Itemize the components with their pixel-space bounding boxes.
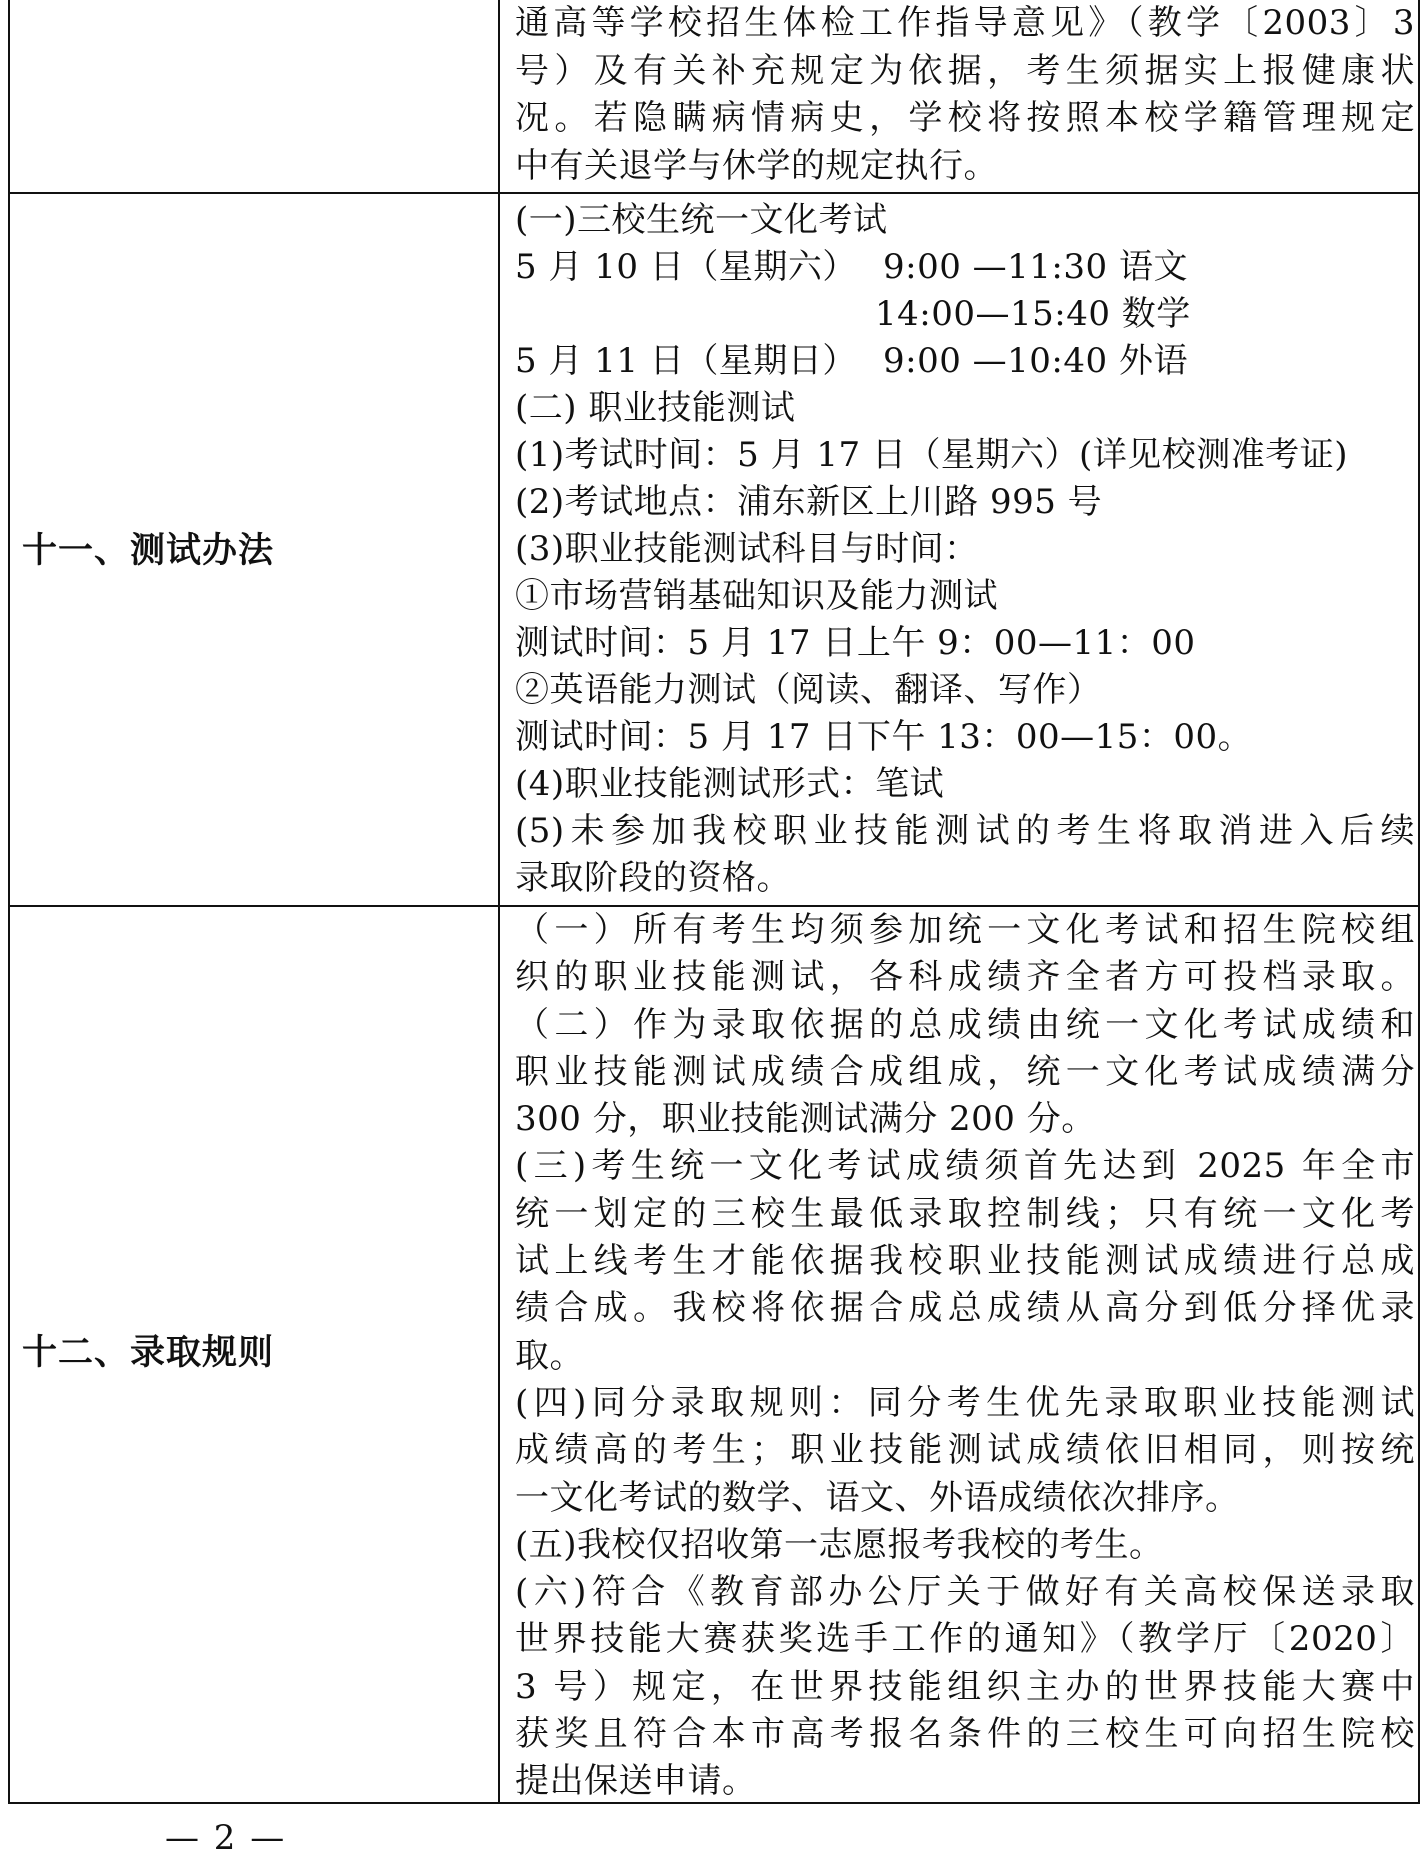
info-table xyxy=(8,0,1420,1804)
column-divider xyxy=(498,0,500,1802)
text-line: 职业技能测试成绩合成组成，统一文化考试成绩满分 xyxy=(515,1051,1415,1092)
text-line: (三)考生统一文化考试成绩须首先达到 2025 年全市 xyxy=(515,1146,1415,1187)
text-line: 况。若隐瞒病情病史，学校将按照本校学籍管理规定 xyxy=(515,98,1415,138)
text-line: 测试时间：5 月 17 日上午 9：00—11：00 xyxy=(515,623,1196,663)
text-line: （二）作为录取依据的总成绩由统一文化考试成绩和 xyxy=(515,1004,1415,1045)
text-line: (一)三校生统一文化考试 xyxy=(515,200,888,240)
schedule-row xyxy=(515,338,1415,385)
text-line: 测试时间：5 月 17 日下午 13：00—15：00。 xyxy=(515,717,1253,757)
text-line: 织的职业技能测试，各科成绩齐全者方可投档录取。 xyxy=(515,957,1415,998)
text-line: (二) 职业技能测试 xyxy=(515,388,796,428)
text-line: 300 分，职业技能测试满分 200 分。 xyxy=(515,1099,1096,1140)
text-line: 绩合成。我校将依据合成总成绩从高分到低分择优录 xyxy=(515,1288,1415,1329)
text-line: 3 号）规定，在世界技能组织主办的世界技能大赛中 xyxy=(515,1666,1415,1707)
schedule-time: 14:00—15:40 数学 xyxy=(875,294,1191,334)
row-label-test-method: 十一、测试办法 xyxy=(22,531,275,571)
schedule-date: 5 月 10 日（星期六） xyxy=(515,247,857,287)
page-number: — 2 — xyxy=(165,1818,287,1858)
text-line: 号）及有关补充规定为依据，考生须据实上报健康状 xyxy=(515,50,1415,91)
text-line: (2)考试地点：浦东新区上川路 995 号 xyxy=(515,482,1103,522)
schedule-time: 9:00 —10:40 外语 xyxy=(883,341,1188,381)
text-line: 统一划定的三校生最低录取控制线；只有统一文化考 xyxy=(515,1193,1415,1234)
text-line: ②英语能力测试（阅读、翻译、写作） xyxy=(515,670,1102,710)
text-line: 成绩高的考生；职业技能测试成绩依旧相同，则按统 xyxy=(515,1430,1415,1471)
text-line: 中有关退学与休学的规定执行。 xyxy=(515,145,998,186)
text-line: (3)职业技能测试科目与时间： xyxy=(515,529,979,569)
row-admission-rules-content xyxy=(515,907,1415,1806)
text-line: 世界技能大赛获奖选手工作的通知》（教学厅〔2020〕 xyxy=(515,1619,1415,1660)
text-line: 获奖且符合本市高考报名条件的三校生可向招生院校 xyxy=(515,1714,1415,1755)
text-line: (4)职业技能测试形式：笔试 xyxy=(515,764,945,804)
text-line: (1)考试时间：5 月 17 日（星期六）(详见校测准考证) xyxy=(515,435,1349,475)
text-line: (5)未参加我校职业技能测试的考生将取消进入后续 xyxy=(515,811,1415,851)
text-line: (四)同分录取规则：同分考生优先录取职业技能测试 xyxy=(515,1382,1415,1423)
row-health-content xyxy=(515,0,1415,190)
text-line: 一文化考试的数学、语文、外语成绩依次排序。 xyxy=(515,1477,1240,1518)
text-line: 通高等学校招生体检工作指导意见》（教学〔2003〕3 xyxy=(515,3,1415,43)
schedule-row xyxy=(515,291,1415,338)
text-line: 取。 xyxy=(515,1335,584,1376)
text-line: 提出保送申请。 xyxy=(515,1761,757,1802)
text-line: (六)符合《教育部办公厅关于做好有关高校保送录取 xyxy=(515,1572,1415,1613)
text-line: (五)我校仅招收第一志愿报考我校的考生。 xyxy=(515,1524,1164,1565)
text-line: ①市场营销基础知识及能力测试 xyxy=(515,576,998,616)
row-label-admission-rules: 十二、录取规则 xyxy=(22,1333,275,1373)
text-line: 试上线考生才能依据我校职业技能测试成绩进行总成 xyxy=(515,1241,1415,1282)
schedule-time: 9:00 —11:30 语文 xyxy=(883,247,1188,287)
schedule-date: 5 月 11 日（星期日） xyxy=(515,341,857,381)
text-line: 录取阶段的资格。 xyxy=(515,858,791,898)
row-test-method-content xyxy=(515,197,1415,902)
row-divider xyxy=(10,192,1418,194)
schedule-row xyxy=(515,244,1415,291)
text-line: （一）所有考生均须参加统一文化考试和招生院校组 xyxy=(515,910,1415,950)
